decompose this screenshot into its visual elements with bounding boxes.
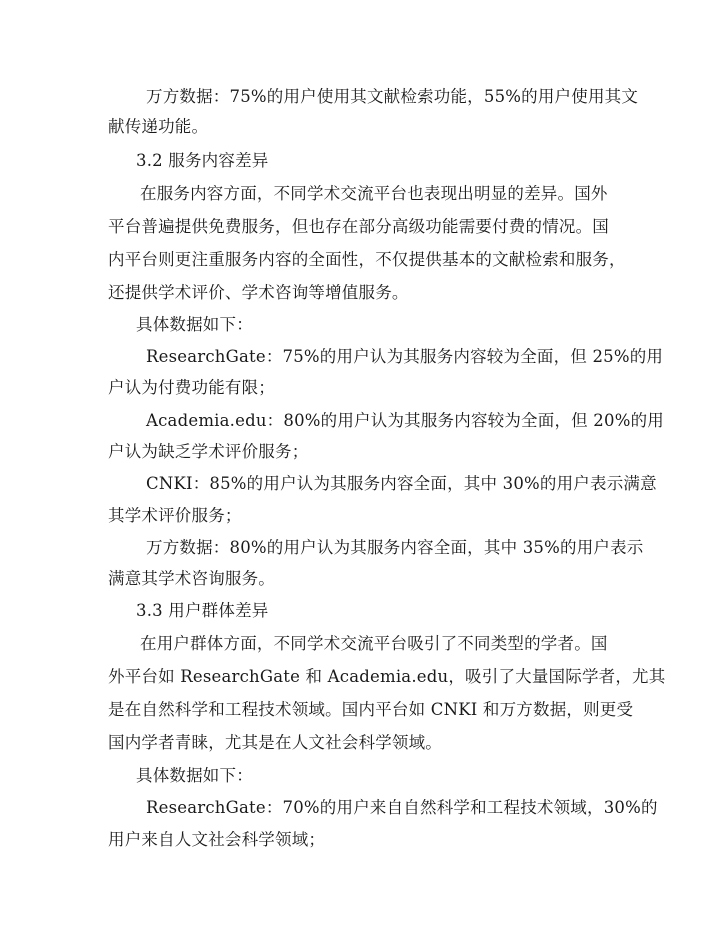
- data-label: 具体数据如下：: [136, 315, 253, 334]
- paragraph-line: 其学术评价服务；: [108, 506, 242, 525]
- paragraph-line: CNKI：85%的用户认为其服务内容全面，其中 30%的用户表示满意: [146, 474, 657, 493]
- paragraph-line: 国内学者青睐，尤其是在人文社会科学领域。: [108, 733, 442, 752]
- paragraph-line: 户认为缺乏学术评价服务；: [108, 442, 309, 461]
- paragraph-line: 内平台则更注重服务内容的全面性，不仅提供基本的文献检索和服务，: [108, 250, 626, 269]
- section-heading: 3.3 用户群体差异: [136, 601, 269, 620]
- paragraph-line: 满意其学术咨询服务。: [108, 569, 275, 588]
- data-label: 具体数据如下：: [136, 766, 253, 785]
- paragraph-line: ResearchGate：70%的用户来自自然科学和工程技术领域，30%的: [146, 798, 658, 817]
- paragraph-line: 平台普遍提供免费服务，但也存在部分高级功能需要付费的情况。国: [108, 217, 609, 236]
- paragraph-line: 万方数据：80%的用户认为其服务内容全面，其中 35%的用户表示: [146, 538, 644, 557]
- paragraph-line: 万方数据：75%的用户使用其文献检索功能，55%的用户使用其文: [146, 87, 639, 106]
- paragraph-line: 还提供学术评价、学术咨询等增值服务。: [108, 283, 409, 302]
- paragraph-line: 是在自然科学和工程技术领域。国内平台如 CNKI 和万方数据，则更受: [108, 700, 634, 719]
- paragraph-line: 在服务内容方面，不同学术交流平台也表现出明显的差异。国外: [140, 184, 608, 203]
- paragraph-line: 在用户群体方面，不同学术交流平台吸引了不同类型的学者。国: [140, 634, 608, 653]
- paragraph-line: 外平台如 ResearchGate 和 Academia.edu，吸引了大量国际学者，尤其: [108, 667, 666, 686]
- paragraph-line: 户认为付费功能有限；: [108, 378, 275, 397]
- paragraph-line: 献传递功能。: [108, 117, 209, 136]
- paragraph-line: 用户来自人文社会科学领域；: [108, 830, 326, 849]
- paragraph-line: ResearchGate：75%的用户认为其服务内容较为全面，但 25%的用: [146, 347, 664, 366]
- section-heading: 3.2 服务内容差异: [136, 151, 269, 170]
- paragraph-line: Academia.edu：80%的用户认为其服务内容较为全面，但 20%的用: [146, 411, 664, 430]
